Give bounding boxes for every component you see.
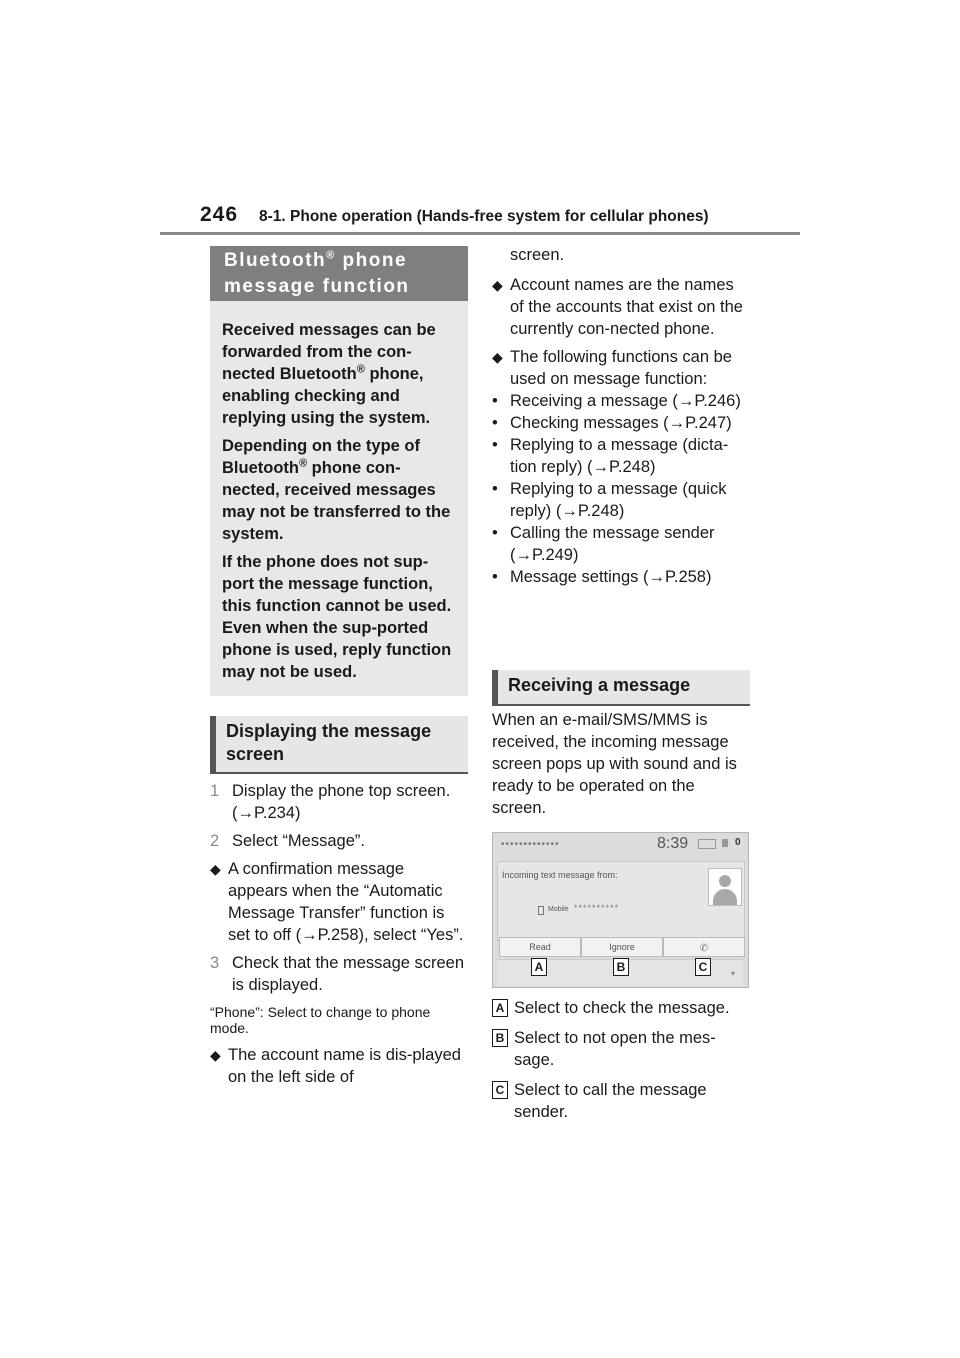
phone-icon: ✆ bbox=[699, 943, 709, 954]
call-button[interactable] bbox=[663, 937, 745, 957]
status-icons bbox=[698, 839, 716, 849]
number-mask: ********** bbox=[574, 903, 620, 913]
function-item: • Replying to a message (dicta-tion reply) (→P.248) bbox=[492, 436, 729, 476]
bluetooth-info-p1: Received messages can be forwarded from the con-nected Bluetooth® phone, enabling checking and replying using the system. bbox=[222, 321, 436, 427]
phone-type-icon bbox=[538, 906, 544, 915]
read-button[interactable]: Read bbox=[499, 937, 581, 957]
legend-item-c: C Select to call the message sender. bbox=[492, 1079, 750, 1123]
bullet-confirmation: ◆ A confirmation message appears when the “Automatic Message Transfer” function is set to off (→P.258), select “Yes”. bbox=[210, 860, 464, 944]
incoming-message-screen bbox=[492, 832, 749, 988]
function-item: • Replying to a message (quick reply) (→P.248) bbox=[492, 480, 727, 520]
chapter-title: 8-1. Phone operation (Hands-free system for cellular phones) bbox=[259, 208, 709, 225]
screen-legend bbox=[492, 997, 750, 1131]
person-icon bbox=[719, 875, 731, 887]
continued-text: screen. bbox=[510, 246, 565, 264]
section-title-receiving: Receiving a message bbox=[492, 670, 750, 706]
legend-item-b: B Select to not open the mes-sage. bbox=[492, 1027, 750, 1071]
clock: 8:39 bbox=[657, 835, 689, 852]
function-item: • Message settings (→P.258) bbox=[492, 568, 712, 586]
bluetooth-info-p3: If the phone does not sup-port the message function, this function cannot be used. Even when the sup-ported phone is used, reply function may not be used. bbox=[222, 553, 452, 681]
callout-c: C bbox=[695, 958, 711, 976]
bullet-account-name: ◆ The account name is dis-played on the left side of bbox=[210, 1046, 461, 1086]
section-title-bluetooth-message: Bluetooth® phone message function bbox=[210, 246, 468, 301]
step-2: 2 Select “Message”. bbox=[210, 832, 365, 850]
section-title-displaying: Displaying the message screen bbox=[210, 716, 468, 774]
mobile-label: Mobile bbox=[548, 906, 569, 913]
step-1: 1 Display the phone top screen. (→P.234) bbox=[210, 782, 451, 822]
legend-item-a: A Select to check the message. bbox=[492, 997, 750, 1019]
bluetooth-info-box bbox=[210, 301, 468, 696]
lock-icon bbox=[722, 839, 728, 847]
contact-avatar bbox=[708, 868, 742, 906]
page-number: 246 bbox=[200, 203, 239, 226]
function-item: • Checking messages (→P.247) bbox=[492, 414, 732, 432]
chevron-down-icon: ▾ bbox=[731, 969, 736, 978]
popup-panel bbox=[497, 861, 745, 941]
callout-a: A bbox=[531, 958, 547, 976]
bullet-functions: ◆ The following functions can be used on message function: bbox=[492, 348, 732, 388]
diamond-bullet-icon: ◆ bbox=[492, 349, 503, 365]
receiving-intro: When an e-mail/SMS/MMS is received, the incoming message screen pops up with sound and is ready to be operated on the screen. bbox=[492, 711, 737, 817]
header-rule bbox=[160, 232, 800, 235]
status-dots: ••••••••••••• bbox=[501, 839, 560, 850]
function-item: • Calling the message sender (→P.249) bbox=[492, 524, 715, 564]
displaying-steps bbox=[210, 780, 468, 1094]
bullet-account-names: ◆ Account names are the names of the accounts that exist on the currently con-nected phone. bbox=[492, 276, 743, 338]
ignore-button[interactable]: Ignore bbox=[581, 937, 663, 957]
message-count: 0 bbox=[735, 837, 741, 848]
diamond-bullet-icon: ◆ bbox=[210, 1047, 221, 1063]
incoming-label: Incoming text message from: bbox=[502, 870, 618, 880]
diamond-bullet-icon: ◆ bbox=[492, 277, 503, 293]
bluetooth-info-p2: Depending on the type of Bluetooth® phone con-nected, received messages may not be transferred to the system. bbox=[222, 437, 451, 543]
step-3: 3 Check that the message screen is displayed. bbox=[210, 954, 465, 994]
callout-b: B bbox=[613, 958, 629, 976]
function-item: • Receiving a message (→P.246) bbox=[492, 392, 741, 410]
diamond-bullet-icon: ◆ bbox=[210, 861, 221, 877]
phone-mode-note: “Phone”: Select to change to phone mode. bbox=[210, 1004, 431, 1036]
right-column-text bbox=[492, 244, 750, 588]
